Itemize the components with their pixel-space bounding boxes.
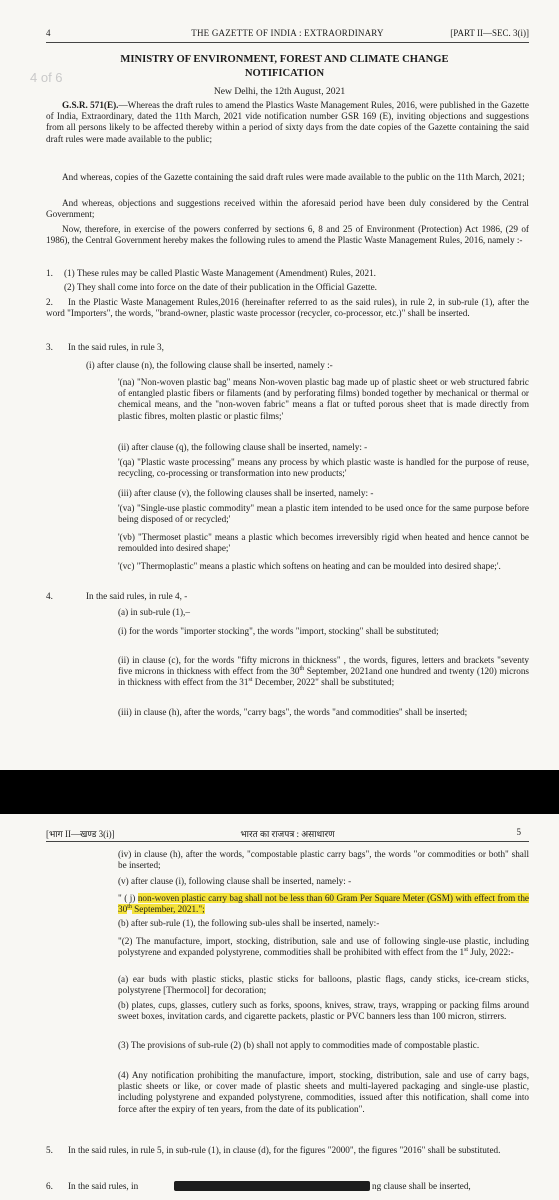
page-number: 4	[46, 28, 51, 38]
rule-3-heading: In the said rules, in rule 3,	[68, 342, 164, 352]
definition-vb: '(vb) "Thermoset plastic" means a plastic which becomes irreversibly rigid when heated and hence cannot be remoulded into desired shape;'	[118, 532, 529, 554]
clause-j-label: " ( j)	[118, 893, 138, 903]
ministry-heading	[40, 53, 529, 81]
rule-4-item-iii: (iii) in clause (h), after the words, "carry bags", the words "and commodities" shall be inserted;	[118, 707, 468, 717]
rule-2-text: In the Plastic Waste Management Rules,2016 (hereinafter referred to as the said rules), in rule 2, in sub-rule (1), after the word "Importers", the words, "brand-owner, plastic waste processor (recycler, co-processor, etc.)" shall be inserted.	[46, 297, 529, 319]
sub-rule-3: (3) The provisions of sub-rule (2) (b) shall not apply to commodities made of compostable plastic.	[118, 1040, 480, 1050]
clause-j-highlighted	[118, 893, 529, 915]
definition-qa: '(qa) "Plastic waste processing" means any process by which plastic waste is handled for the purpose of reuse, recycling, co-processing or transformation into new products;'	[118, 457, 529, 479]
definition-va: '(va) "Single-use plastic commodity" mean a plastic item intended to be used once for the same purpose before being disposed of or recycled;'	[118, 503, 529, 525]
page-number: 5	[516, 827, 521, 837]
rule-1-sub-2: (2) They shall come into force on the date of their publication in the Official Gazette.	[64, 282, 377, 292]
highlighted-text: September, 2021.";	[131, 904, 205, 915]
gazette-page-5	[0, 814, 559, 1200]
rule-5-number: 5.	[46, 1145, 53, 1155]
sub-rule-2-text: "(2) The manufacture, import, stocking, distribution, sale and use of following single-use plastic, including polystyrene and expanded polystyrene, commodities shall be prohibited with effect from the 1	[118, 936, 529, 958]
page-header	[46, 827, 529, 842]
rule-4-item-iv: (iv) in clause (h), after the words, "compostable plastic carry bags", the words "or commodities or both" shall be inserted;	[118, 849, 529, 871]
paragraph-now-therefore: Now, therefore, in exercise of the powers conferred by sections 6, 8 and 25 of Environment (Protection) Act 1986, (29 of 1986), the Central Government hereby makes the following rules to amend the Plastic Waste Management Rules, 2016, namely :-	[46, 224, 529, 246]
gsr-number: G.S.R. 571(E).	[62, 100, 119, 110]
rule-4-item-ii-part1: (ii) in clause (c), for the words "fifty microns in thickness" , the words, figures, letters and brackets "seventy five microns in thickness with effect from the 30	[118, 655, 529, 677]
rule-4-number: 4.	[46, 591, 53, 601]
rule-3-clause-ii: (ii) after clause (q), the following clause shall be inserted, namely: -	[118, 442, 368, 452]
page-separator	[0, 770, 559, 814]
sub-rule-2	[118, 936, 529, 958]
gazette-title-hindi: भारत का राजपत्र : असाधारण	[240, 829, 335, 839]
page-header	[46, 28, 529, 43]
rule-4-item-v: (v) after clause (i), following clause shall be inserted, namely: -	[118, 876, 352, 886]
rule-6-text-end: ng clause shall be inserted,	[372, 1181, 471, 1191]
ordinal-suffix: th	[127, 904, 132, 911]
gsr-text: —Whereas the draft rules to amend the Plastics Waste Management Rules, 2016, were published in the Gazette of India, Extraordinary, dated the 11th March, 2021 vide notification number GSR 169 (E), inviting objections and suggestions from all persons likely to be affected thereby within a period of sixty days from the date copies of the Gazette containing the said draft rules were made available to the public;	[46, 100, 530, 144]
redaction-bar	[174, 1181, 370, 1191]
sub-rule-2-a: (a) ear buds with plastic sticks, plastic sticks for balloons, plastic flags, candy sticks, ice-cream sticks, polystyrene [Thermocol] for decoration;	[118, 974, 529, 996]
paragraph-copies: And whereas, copies of the Gazette containing the said draft rules were made available to the public on the 11th March, 2021;	[62, 172, 525, 182]
rule-6-number: 6.	[46, 1181, 53, 1191]
rule-4-sub-b: (b) after sub-rule (1), the following sub-ules shall be inserted, namely:-	[118, 918, 380, 928]
gsr-paragraph	[46, 100, 529, 145]
definition-na: '(na) "Non-woven plastic bag" means Non-woven plastic bag made up of plastic sheet or web structured fabric of entangled plastic fibers or filaments (and by perforating films) bonded together by mechanical or thermal or chemical means, and the "non-woven fabric" means a flat or tufted porous sheet that is made directly from plastic fibres, molten plastic or plastic films;'	[118, 377, 529, 421]
sub-rule-4: (4) Any notification prohibiting the manufacture, import, stocking, distribution, sale and use of carry bags, plastic sheets or like, or cover made of plastic sheets and multi-layered packaging and single-use plastic, including polystyrene and expanded polystyrene, commodities, issued after this notification, shall come into force after the expiry of ten years, from the date of its publication".	[118, 1070, 529, 1114]
rule-4-heading: In the said rules, in rule 4, -	[86, 591, 188, 601]
rule-3-number: 3.	[46, 342, 53, 352]
rule-3-clause-iii: (iii) after clause (v), the following clauses shall be inserted, namely: -	[118, 488, 374, 498]
gazette-part: [PART II—SEC. 3(i)]	[450, 28, 529, 38]
notification-date: New Delhi, the 12th August, 2021	[213, 86, 346, 97]
notification-heading: NOTIFICATION	[244, 68, 325, 79]
page-counter-watermark: 4 of 6	[30, 70, 63, 85]
rule-6-text-start: In the said rules, in	[68, 1181, 139, 1191]
gazette-part: [भाग II—खण्ड 3(i)]	[46, 829, 115, 839]
ordinal-suffix: st	[248, 677, 253, 684]
rule-1-sub-1: (1) These rules may be called Plastic Waste Management (Amendment) Rules, 2021.	[64, 268, 376, 278]
rule-4-item-ii-part2: September, 2021and one hundred and twenty (120) microns in thickness with effect from the 31	[118, 666, 529, 688]
sub-rule-2-b: (b) plates, cups, glasses, cutlery such as forks, spoons, knives, straw, trays, wrapping or packing films around sweet boxes, invitation cards, and cigarette packets, plastic or PVC banners less than 100 micron, stirrers.	[118, 1000, 529, 1022]
rule-4-item-ii	[118, 655, 529, 689]
paragraph-objections: And whereas, objections and suggestions received within the aforesaid period have been duly considered by the Central Government;	[46, 198, 529, 220]
rule-4-sub-a: (a) in sub-rule (1),–	[118, 607, 190, 617]
rule-5-text: In the said rules, in rule 5, in sub-rule (1), in clause (d), for the figures "2000", the figures "2016" shall be substituted.	[68, 1145, 501, 1155]
rule-4-item-i: (i) for the words "importer stocking", the words "import, stocking" shall be substituted;	[118, 626, 439, 636]
rule-1-number: 1.	[46, 268, 53, 278]
rule-4-item-ii-part3: December, 2022" shall be substituted;	[252, 677, 395, 688]
sub-rule-2-date: July, 2022:-	[468, 947, 514, 958]
ordinal-suffix: th	[299, 666, 305, 673]
definition-vc: '(vc) "Thermoplastic" means a plastic which softens on heating and can be moulded into desired shape;'.	[118, 561, 501, 571]
highlighted-text: non-woven plastic carry bag shall not be less than 60 Gram Per Square Meter (GSM) with effect from the 30	[118, 893, 529, 915]
gazette-title: THE GAZETTE OF INDIA : EXTRAORDINARY	[191, 28, 384, 38]
rule-3-clause-i: (i) after clause (n), the following clause shall be inserted, namely :-	[86, 360, 333, 370]
ministry-name: MINISTRY OF ENVIRONMENT, FOREST AND CLIMATE CHANGE	[120, 54, 449, 65]
ordinal-suffix: st	[464, 947, 469, 954]
rule-2-number: 2.	[46, 297, 53, 307]
